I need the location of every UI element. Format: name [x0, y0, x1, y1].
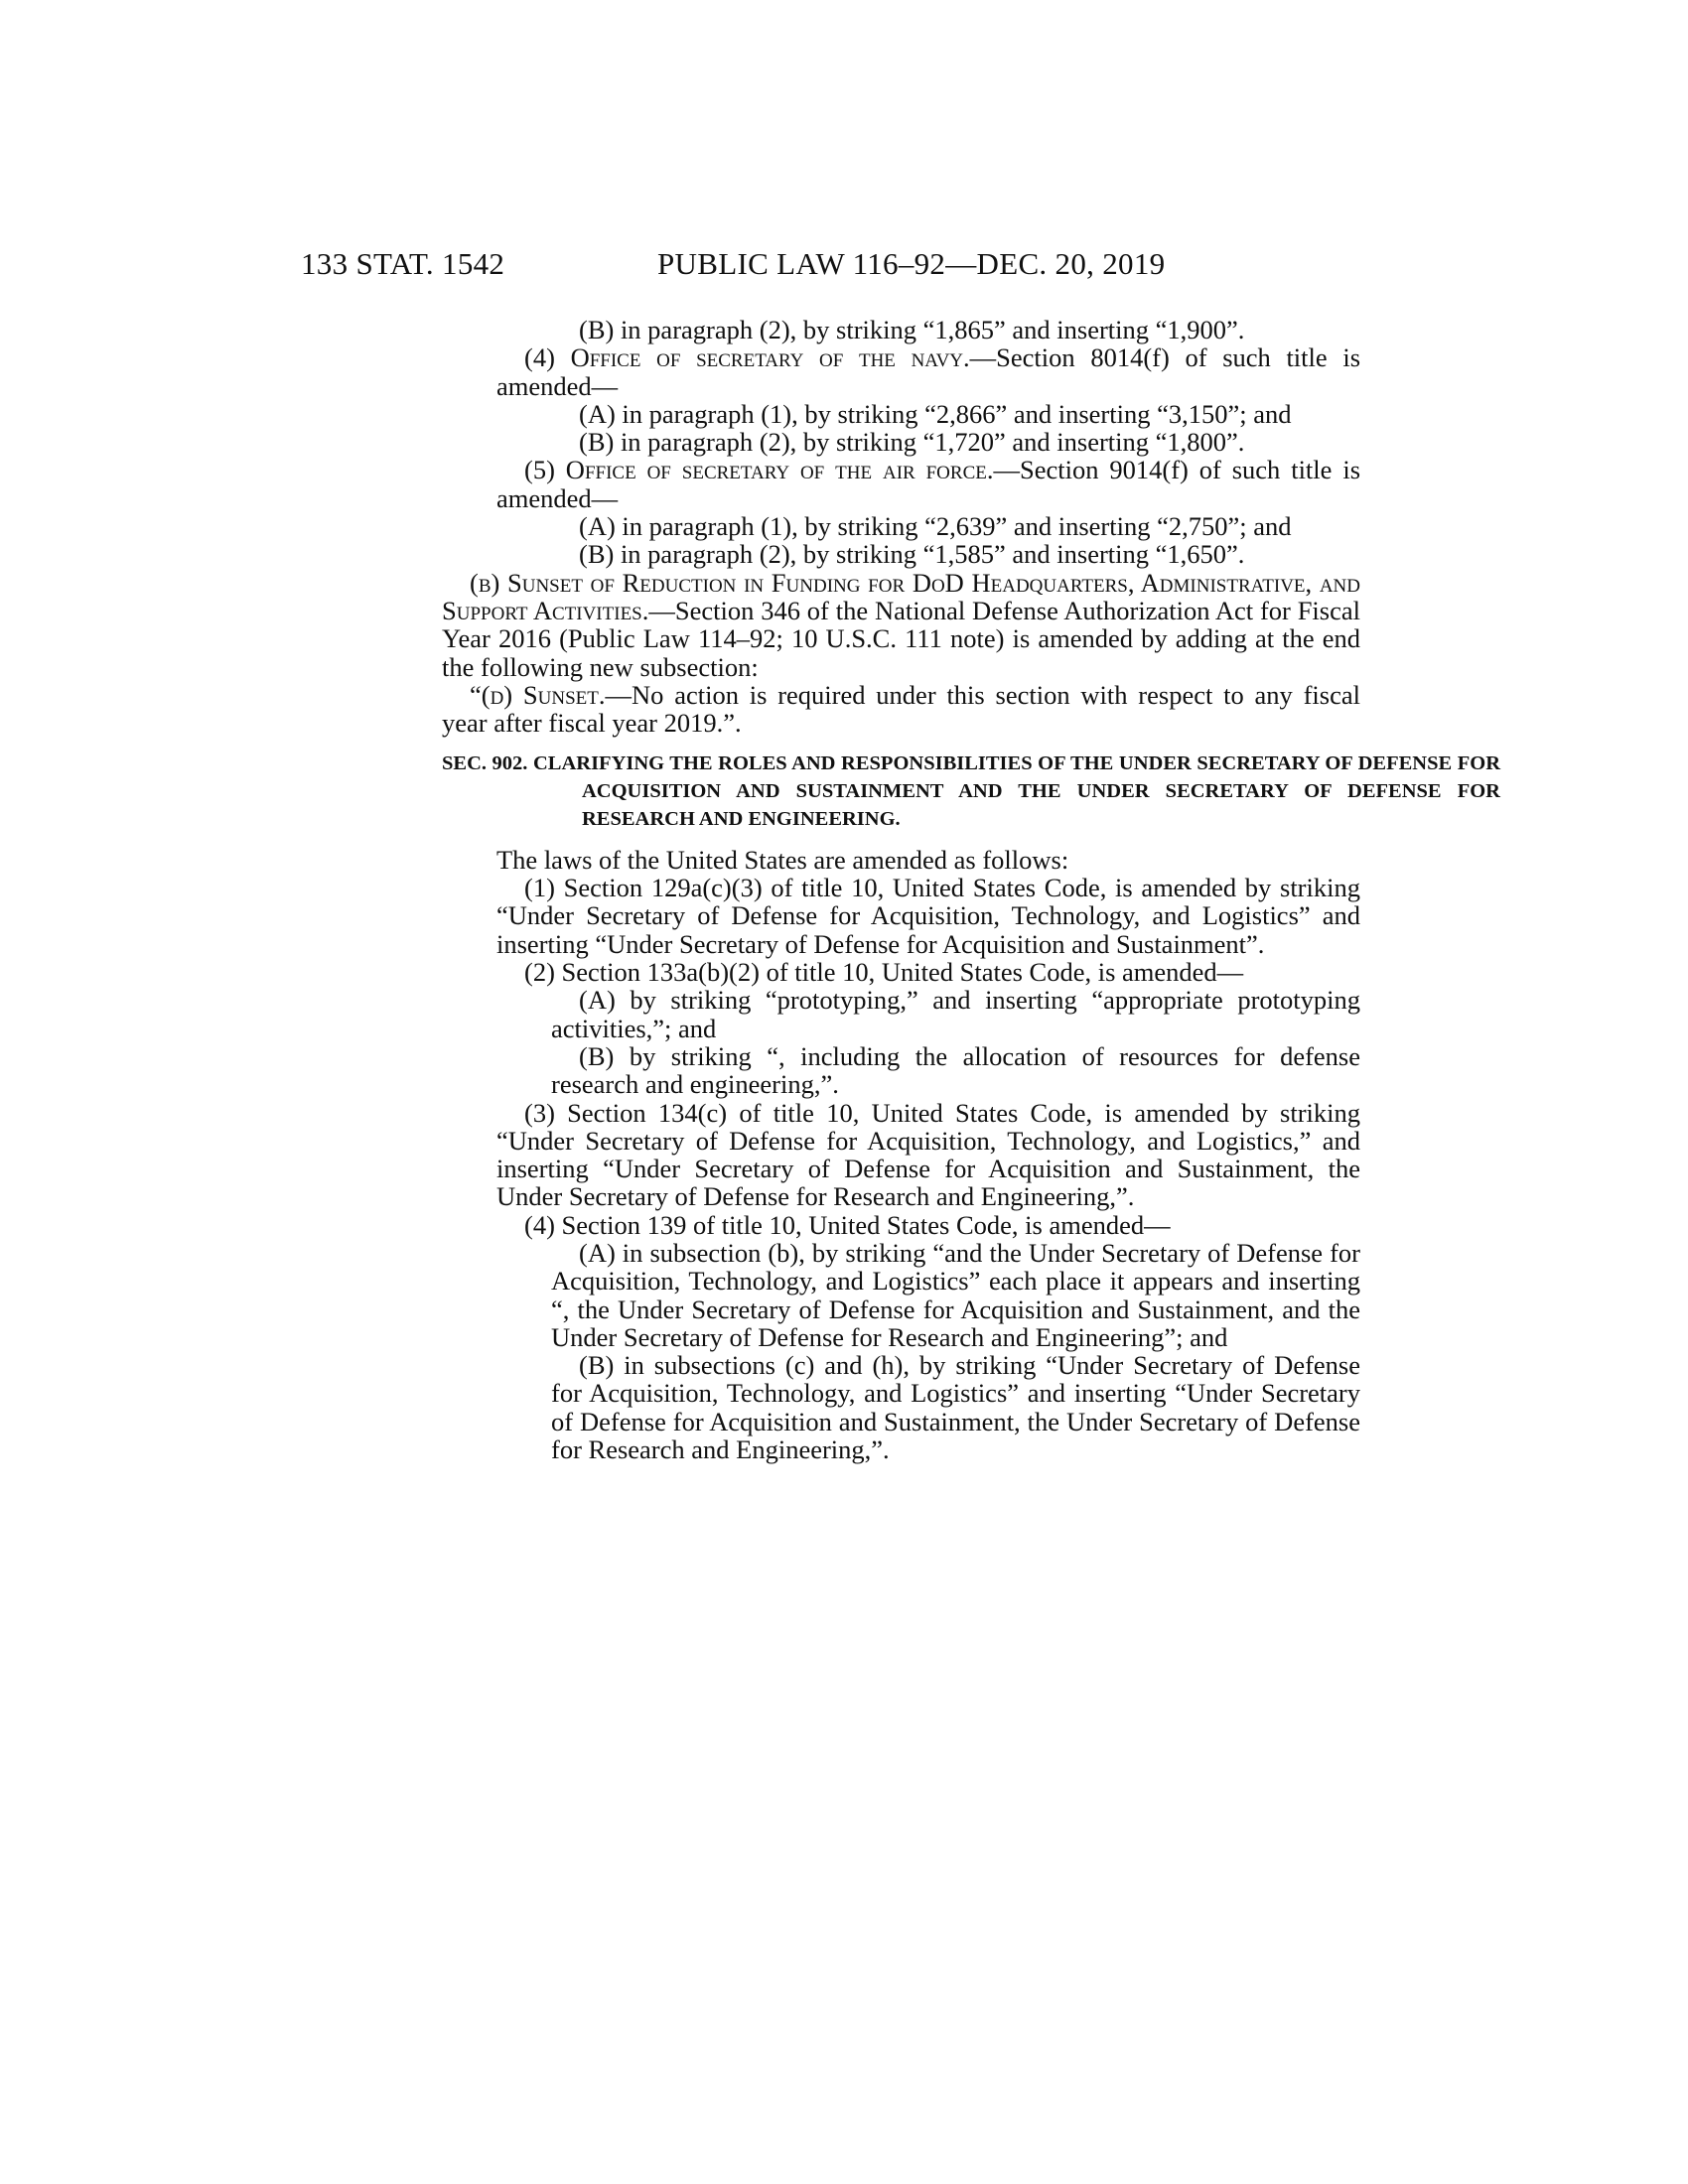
paragraph: (3) Section 134(c) of title 10, United States Code, is amended by striking “Under Secretary of Defense for Acquisition, Technology, and Logistics,” and inserting “Under Secretary of Defense for Acquisition and Sustainment, the Under Secretary of Defense for Research and Engineering,”.: [496, 1097, 1360, 1212]
paragraph: (A) in paragraph (1), by striking “2,866” and inserting “3,150”; and: [579, 398, 1292, 429]
paragraph: (4) Section 139 of title 10, United States Code, is amended—: [524, 1209, 1171, 1240]
paragraph: (b) Sunset of Reduction in Funding for DoD Headquarters, Administrative, and Support Activities.—Section 346 of the National Defense Authorization Act for Fiscal Year 2016 (Public Law 114–92; 10 U.S.C. 111 note) is amended by adding at the end the following new subsection:: [442, 567, 1360, 682]
statute-page-number: 133 STAT. 1542: [301, 246, 505, 281]
public-law-title: PUBLIC LAW 116–92—DEC. 20, 2019: [657, 246, 1166, 281]
paragraph: (A) in subsection (b), by striking “and the Under Secretary of Defense for Acquisition, Technology, and Logistics” each place it appears and inserting “, the Under Secretary of Defense for Acquisition and Sustainment, and the Under Secretary of Defense for Research and Engineering”; and: [551, 1238, 1360, 1352]
section-heading: SEC. 902. CLARIFYING THE ROLES AND RESPONSIBILITIES OF THE UNDER SECRETARY OF DEFENSE FOR ACQUISITION AND SUSTAINMENT AND THE UNDER SECRETARY OF DEFENSE FOR RESEARCH AND ENGINEERING.: [442, 752, 1500, 831]
paragraph: (B) in paragraph (2), by striking “1,865” and inserting “1,900”.: [579, 315, 1245, 344]
page-header: [0, 246, 1688, 286]
paragraph: (B) in subsections (c) and (h), by striking “Under Secretary of Defense for Acquisition, Technology, and Logistics” and inserting “Under Secretary of Defense for Acquisition and Sustainment, the Under Secretary of Defense for Research and Engineering,”.: [551, 1350, 1360, 1465]
paragraph: (2) Section 133a(b)(2) of title 10, United States Code, is amended—: [524, 957, 1244, 988]
paragraph: “(d) Sunset.—No action is required under this section with respect to any fiscal year after fiscal year 2019.”.: [442, 679, 1360, 739]
paragraph: The laws of the United States are amended as follows:: [496, 844, 1069, 875]
document-body: [442, 315, 1500, 1465]
paragraph: (A) in paragraph (1), by striking “2,639” and inserting “2,750”; and: [579, 511, 1292, 542]
paragraph: (B) in paragraph (2), by striking “1,585” and inserting “1,650”.: [579, 539, 1245, 570]
paragraph: (4) Office of secretary of the navy.—Section 8014(f) of such title is amended—: [496, 342, 1361, 401]
paragraph: (1) Section 129a(c)(3) of title 10, United States Code, is amended by striking “Under Secretary of Defense for Acquisition, Technology, and Logistics” and inserting “Under Secretary of Defense for Acquisition and Sustainment”.: [496, 873, 1360, 959]
paragraph: (B) in paragraph (2), by striking “1,720” and inserting “1,800”.: [579, 427, 1245, 458]
paragraph: (B) by striking “, including the allocation of resources for defense research and engineering,”.: [551, 1040, 1360, 1100]
paragraph: (A) by striking “prototyping,” and inserting “appropriate prototyping activities,”; and: [551, 985, 1360, 1043]
paragraph: (5) Office of secretary of the air force.—Section 9014(f) of such title is amended—: [496, 455, 1361, 513]
